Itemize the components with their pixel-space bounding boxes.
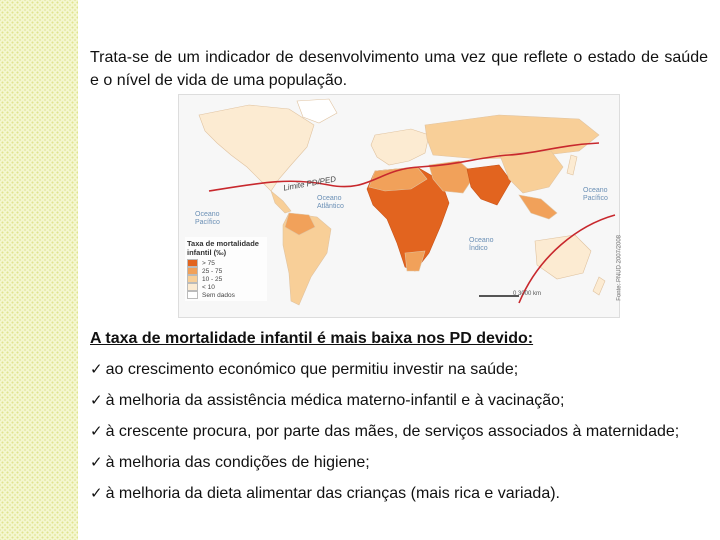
list-item — [90, 447, 708, 478]
legend-title: Taxa de mortalidade infantil (‰) — [187, 239, 259, 257]
legend-label: Sem dados — [202, 291, 235, 299]
legend-label: < 10 — [202, 283, 215, 291]
check-icon: ✓ — [90, 453, 103, 471]
legend-label: 25 - 75 — [202, 267, 223, 275]
decorative-side-strip — [0, 0, 78, 540]
reasons-list — [90, 354, 708, 509]
check-icon: ✓ — [90, 422, 103, 440]
map-legend — [185, 237, 267, 301]
list-item — [90, 354, 708, 385]
new-zealand — [593, 277, 605, 295]
legend-item — [187, 259, 265, 267]
legend-swatch — [187, 267, 198, 275]
list-item-text: à crescente procura, por parte das mães, de serviços associados à maternidade; — [105, 423, 680, 440]
map-credit: Fonte: PNUD 2007/2008 — [617, 235, 623, 301]
ocean-label-pacific-right: Oceano Pacífico — [583, 187, 608, 202]
south-africa — [405, 251, 425, 271]
legend-item — [187, 267, 265, 275]
legend-swatch — [187, 275, 198, 283]
legend-swatch — [187, 283, 198, 291]
legend-swatch — [187, 291, 198, 299]
list-item — [90, 385, 708, 416]
central-america — [271, 191, 291, 213]
south-asia — [467, 165, 511, 205]
list-item-text: ao crescimento económico que permitiu investir na saúde; — [105, 361, 519, 378]
japan — [567, 155, 577, 175]
limit-label: Limite PD/PED — [282, 174, 337, 193]
legend-swatch — [187, 259, 198, 267]
australia — [535, 235, 591, 279]
ocean-label-indian: Oceano Índico — [469, 237, 494, 252]
check-icon: ✓ — [90, 391, 103, 409]
southeast-asia — [519, 195, 557, 219]
list-item-text: à melhoria da assistência médica materno-infantil e à vacinação; — [105, 392, 565, 409]
ocean-label-pacific-left: Oceano Pacífico — [195, 211, 220, 226]
check-icon: ✓ — [90, 484, 103, 502]
ocean-label-atlantic: Oceano Atlântico — [317, 195, 344, 210]
list-item-text: à melhoria da dieta alimentar das crianças (mais rica e variada). — [105, 485, 560, 502]
north-america — [199, 105, 314, 191]
scale-label: 0 3000 km — [513, 291, 542, 297]
legend-item — [187, 291, 265, 299]
east-asia — [499, 151, 563, 193]
check-icon: ✓ — [90, 360, 103, 378]
europe — [371, 129, 429, 165]
intro-paragraph: Trata-se de um indicador de desenvolvimento uma vez que reflete o estado de saúde e o nível de vida de uma população. — [90, 49, 708, 89]
world-infant-mortality-map — [178, 94, 623, 318]
list-item-text: à melhoria das condições de higiene; — [105, 454, 370, 471]
list-item — [90, 478, 708, 509]
legend-label: 10 - 25 — [202, 275, 223, 283]
section-heading: A taxa de mortalidade infantil é mais baixa nos PD devido: — [90, 330, 534, 347]
legend-item — [187, 283, 265, 291]
legend-label: > 75 — [202, 259, 215, 267]
legend-item — [187, 275, 265, 283]
list-item — [90, 416, 708, 447]
